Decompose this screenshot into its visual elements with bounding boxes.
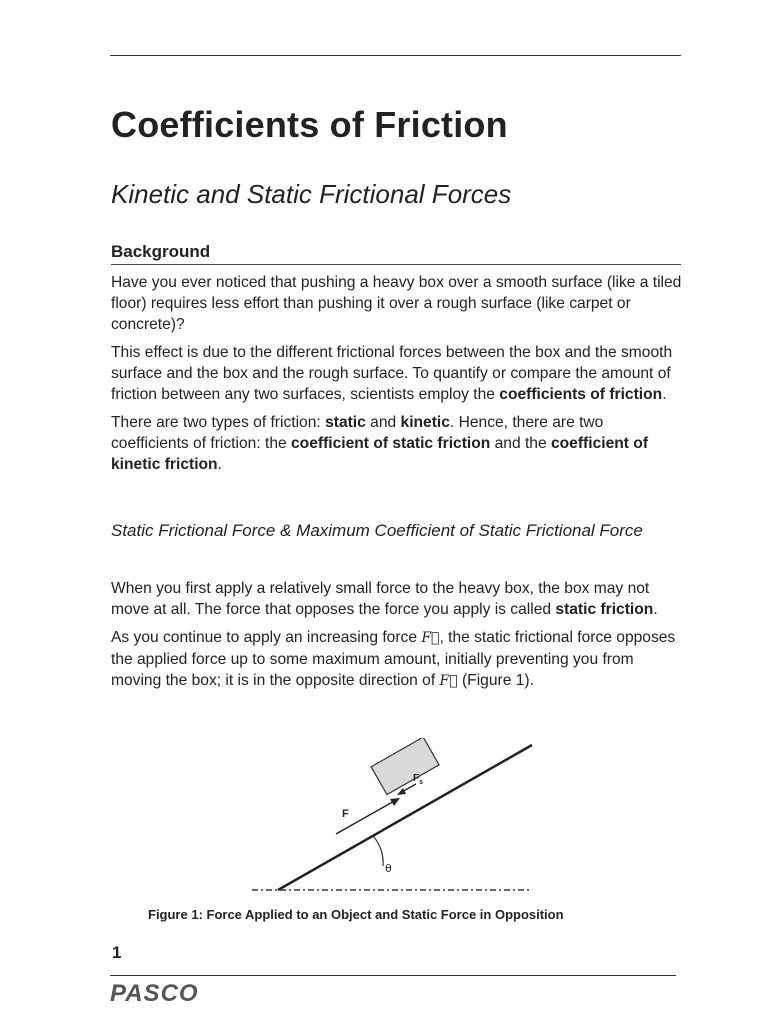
angle-arc [373, 836, 383, 866]
figure-caption: Figure 1: Force Applied to an Object and Static Force in Opposition [148, 907, 564, 922]
figure-inclined-plane [240, 738, 540, 898]
static-friction-arrowhead [397, 788, 406, 795]
static-friction-text [111, 578, 683, 699]
term-coefficients-of-friction: coefficients of friction [499, 386, 663, 403]
page-title: Coefficients of Friction [111, 104, 508, 145]
term-coefficient-static: coefficient of static friction [291, 435, 491, 452]
subheading-static-force: Static Frictional Force & Maximum Coefficient of Static Frictional Force [111, 521, 643, 540]
term-static: static [325, 414, 366, 431]
bottom-rule [110, 975, 676, 976]
term-coefficient-kinetic: coefficient of kinetic friction [111, 435, 649, 473]
label-theta: θ [385, 862, 392, 875]
label-f: F [342, 808, 349, 820]
force-vector-symbol: F⃗ [421, 630, 440, 646]
pasco-logo: PASCO [110, 980, 199, 1007]
term-static-friction: static friction [555, 601, 654, 618]
page-number: 1 [112, 943, 122, 962]
paragraph-3: There are two types of friction: static and kinetic. Hence, there are two coefficients of friction: the coefficient of static friction and the coefficient of kinetic friction. [111, 414, 649, 473]
force-vector-symbol: F⃗ [439, 673, 458, 689]
paragraph-1: Have you ever noticed that pushing a heavy box over a smooth surface (like a tiled floor) requires less effort than pushing it over a rough surface (like carpet or concrete)? [111, 274, 682, 333]
label-fs: $F_s$ [413, 773, 424, 786]
section-heading-background: Background [111, 242, 681, 265]
page-subtitle: Kinetic and Static Frictional Forces [111, 179, 512, 209]
background-text [111, 272, 683, 482]
box [371, 738, 439, 795]
term-kinetic: kinetic [400, 414, 450, 431]
paragraph-4: When you first apply a relatively small force to the heavy box, the box may not move at all. The force that opposes the force you apply is called static friction. [111, 580, 658, 618]
paragraph-5: As you continue to apply an increasing force F⃗, the static frictional force opposes the applied force up to some maximum amount, initially preventing you from moving the box; it is in the opposite direction of F⃗ (Figure 1). [111, 629, 676, 689]
top-rule [110, 55, 681, 56]
paragraph-2: This effect is due to the different frictional forces between the box and the smooth surface and the box and the rough surface. To quantify or compare the amount of friction between any two surfaces, scientists employ the coefficients of friction. [111, 344, 673, 403]
